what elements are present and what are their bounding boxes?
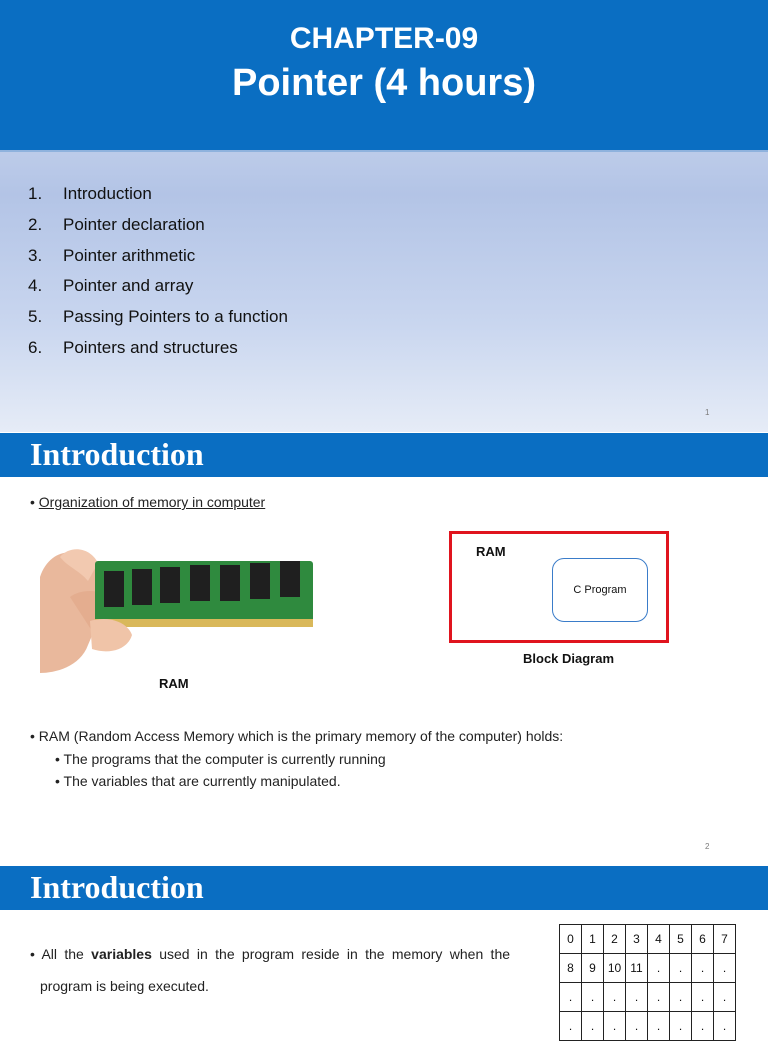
memory-cell: 3 bbox=[626, 925, 648, 954]
photo-caption: RAM bbox=[159, 676, 189, 691]
toc-item: 3. Pointer arithmetic bbox=[28, 245, 196, 265]
slide-introduction bbox=[0, 433, 768, 863]
memory-cell: . bbox=[692, 1012, 714, 1041]
memory-cell: . bbox=[714, 1012, 736, 1041]
memory-cell: . bbox=[648, 954, 670, 983]
memory-cell: 7 bbox=[714, 925, 736, 954]
page-number: 1 bbox=[705, 408, 710, 417]
title-bar bbox=[0, 866, 768, 910]
memory-cell: 8 bbox=[560, 954, 582, 983]
memory-cell: 5 bbox=[670, 925, 692, 954]
slide-title: Introduction bbox=[30, 869, 204, 905]
block-diagram-caption: Block Diagram bbox=[523, 651, 615, 666]
memory-cell: 4 bbox=[648, 925, 670, 954]
table-of-contents bbox=[28, 184, 288, 369]
memory-cell: . bbox=[582, 983, 604, 1012]
memory-cell: . bbox=[670, 983, 692, 1012]
memory-table bbox=[559, 924, 736, 1041]
memory-cell: 2 bbox=[604, 925, 626, 954]
body-text-line: program is being executed. bbox=[40, 978, 209, 994]
memory-cell: . bbox=[670, 1012, 692, 1041]
memory-cell: . bbox=[714, 983, 736, 1012]
title-bar bbox=[0, 433, 768, 477]
memory-cell: 0 bbox=[560, 925, 582, 954]
chapter-label: CHAPTER-09 bbox=[289, 22, 479, 55]
memory-cell: 11 bbox=[626, 954, 648, 983]
block-ram-label: RAM bbox=[476, 544, 506, 559]
memory-cell: . bbox=[626, 1012, 648, 1041]
c-program-box: C Program bbox=[552, 558, 648, 622]
memory-cell: . bbox=[648, 1012, 670, 1041]
memory-cell: 1 bbox=[582, 925, 604, 954]
memory-cell: 10 bbox=[604, 954, 626, 983]
table-row bbox=[560, 954, 736, 983]
memory-cell: . bbox=[692, 954, 714, 983]
table-row bbox=[560, 983, 736, 1012]
page-number: 2 bbox=[705, 842, 710, 851]
toc-item: 1. Introduction bbox=[28, 184, 152, 203]
bullet-item: • Organization of memory in computer bbox=[30, 494, 266, 510]
toc-item: 6. Pointers and structures bbox=[28, 337, 238, 357]
toc-item: 5. Passing Pointers to a function bbox=[28, 307, 288, 327]
memory-cell: . bbox=[604, 1012, 626, 1041]
table-row bbox=[560, 1012, 736, 1041]
memory-cell: . bbox=[670, 954, 692, 983]
toc-item: 4. Pointer and array bbox=[28, 276, 194, 296]
chapter-title: Pointer (4 hours) bbox=[231, 62, 537, 104]
title-header bbox=[0, 0, 768, 152]
memory-cell: . bbox=[560, 983, 582, 1012]
slide-introduction-2 bbox=[0, 866, 768, 1033]
slide-title: Introduction bbox=[30, 436, 204, 472]
memory-cell: . bbox=[626, 983, 648, 1012]
body-text-line: • All the variables used in the program reside in the memory when the bbox=[30, 946, 511, 962]
block-diagram bbox=[449, 531, 669, 643]
memory-cell: 6 bbox=[692, 925, 714, 954]
ram-photo bbox=[40, 537, 322, 673]
sub-bullet-item: • The programs that the computer is currently running bbox=[55, 751, 386, 767]
table-row bbox=[560, 925, 736, 954]
memory-cell: . bbox=[604, 983, 626, 1012]
slide-title bbox=[0, 0, 768, 432]
sub-bullet-item: • The variables that are currently manipulated. bbox=[55, 773, 341, 789]
bullet-item: • RAM (Random Access Memory which is the primary memory of the computer) holds: bbox=[30, 728, 564, 744]
memory-cell: . bbox=[560, 1012, 582, 1041]
memory-cell: . bbox=[692, 983, 714, 1012]
memory-cell: 9 bbox=[582, 954, 604, 983]
memory-cell: . bbox=[582, 1012, 604, 1041]
toc-item: 2. Pointer declaration bbox=[28, 214, 205, 234]
memory-cell: . bbox=[648, 983, 670, 1012]
memory-cell: . bbox=[714, 954, 736, 983]
